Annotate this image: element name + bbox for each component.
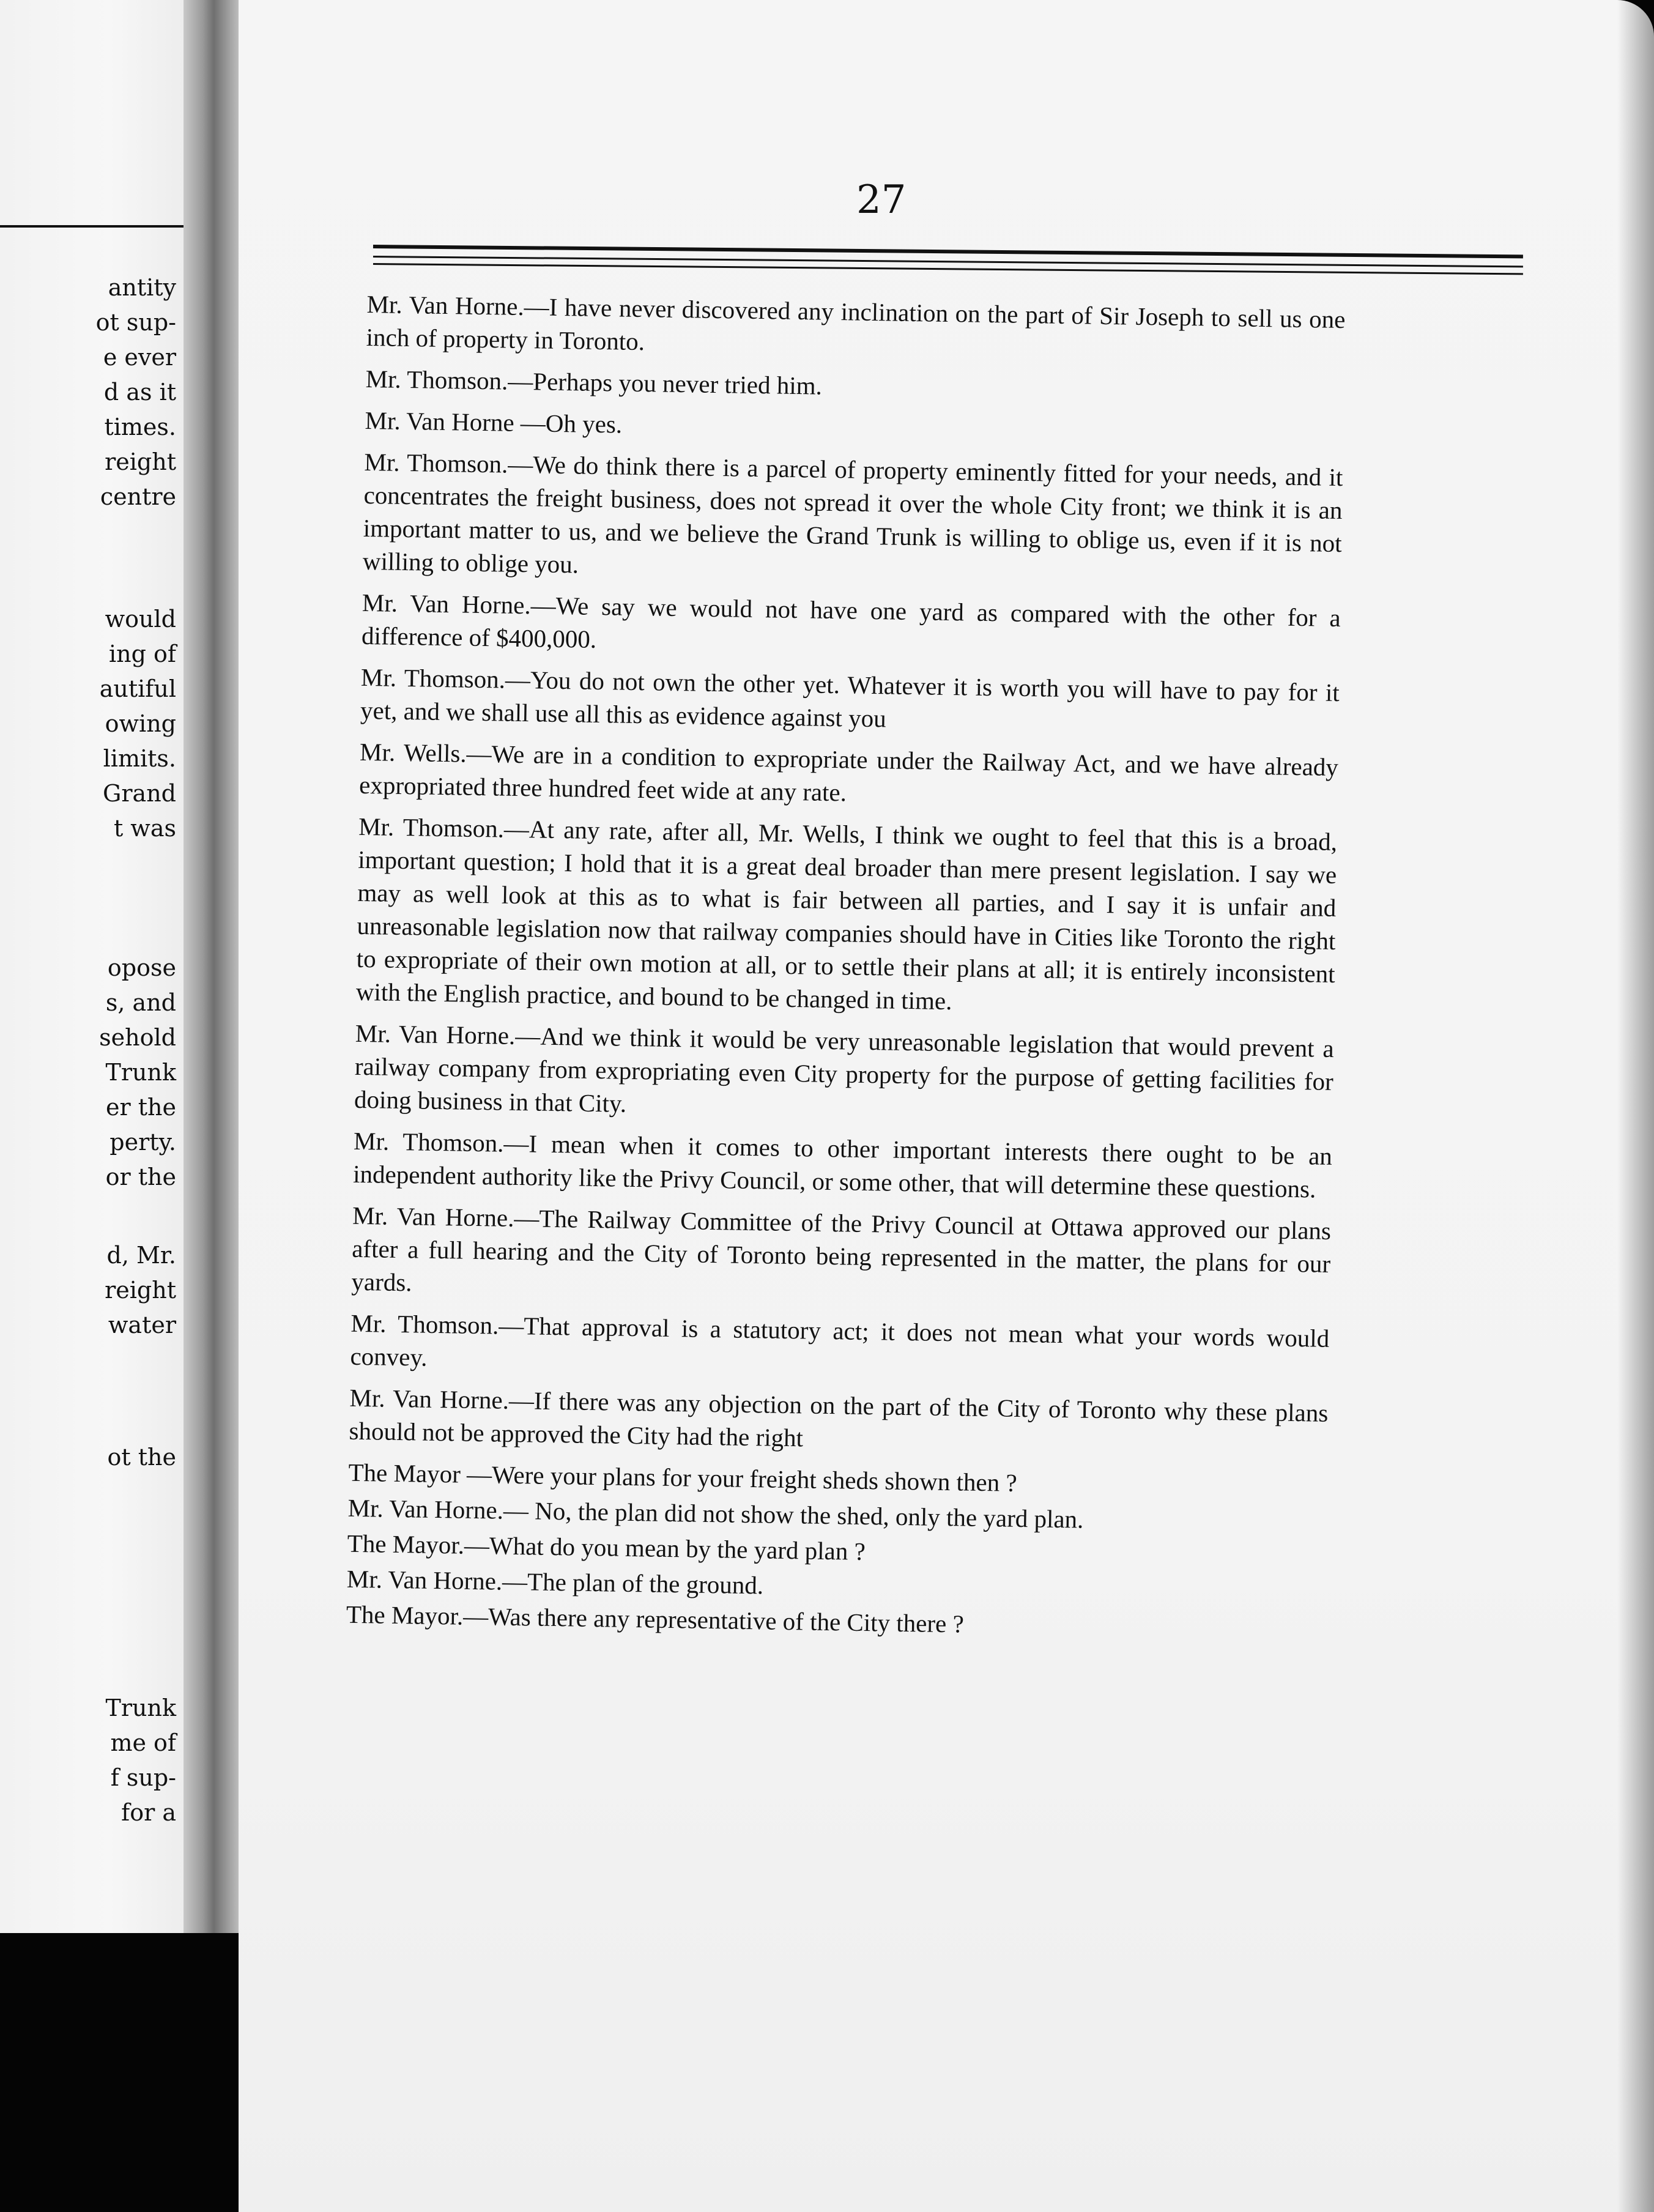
- page-edge-shadow: [1617, 0, 1654, 2212]
- left-page-line: reight: [105, 448, 176, 475]
- speech-text: — No, the plan did not show the shed, only the yard plan.: [503, 1496, 1084, 1534]
- speech-text: —You do not own the other yet. Whatever it is worth you will have to pay for it yet, and we shall use all this as evidence against you: [360, 665, 1340, 733]
- speech-text: —That approval is a statutory act; it does not mean what your words would convey.: [350, 1311, 1330, 1371]
- speaker-name: Mr. Van Horne.: [366, 289, 525, 321]
- left-page-line: er the: [106, 1094, 176, 1121]
- left-page-line: ot the: [107, 1444, 176, 1471]
- speech-text: —And we think it would be very unreasonable legislation that would prevent a railway company from expropriating even City property for the purpose of getting facilities for doing business in that City.: [354, 1021, 1335, 1118]
- left-page-line: owing: [105, 710, 176, 737]
- left-page-line: sehold: [99, 1024, 176, 1051]
- speaker-name: Mr. Van Horne.: [352, 1201, 514, 1232]
- dialogue-text: [346, 288, 1345, 1649]
- speaker-name: Mr. Wells.: [359, 737, 467, 768]
- speech-text: —I mean when it comes to other important interests there ought to be an independent authority like the Privy Council, or some other, that will determine these questions.: [352, 1129, 1333, 1203]
- header-rule-thick: [373, 245, 1523, 258]
- left-page-line: d, Mr.: [106, 1242, 176, 1269]
- left-page-line: me of: [110, 1729, 176, 1756]
- speaker-name: Mr. Thomson.: [365, 364, 508, 395]
- speaker-name: Mr. Van Horne.: [347, 1493, 504, 1524]
- speech-text: —Was there any representative of the City there ?: [462, 1601, 965, 1638]
- right-page: [239, 0, 1654, 2212]
- left-page-line: would: [105, 606, 176, 633]
- speech-text: —The Railway Committee of the Privy Council at Ottawa approved our plans after a full hearing and the City of Toronto being represented in the matter, the plans for our yards.: [351, 1203, 1332, 1297]
- left-page-line: autiful: [99, 675, 176, 702]
- left-page-line: reight: [105, 1277, 176, 1304]
- speaker-name: Mr. Van Horne.: [362, 588, 532, 620]
- left-page-line: Grand: [103, 780, 176, 807]
- speech-text: —Were your plans for your freight sheds shown then ?: [460, 1460, 1017, 1497]
- speaker-name: The Mayor.: [346, 1600, 464, 1630]
- speech-text: —We do think there is a parcel of property eminently fitted for your needs, and it concentrates the freight business, does not spread it over the whole City front; we think it is an important matter to us, and we believe the Grand Trunk is willing to oblige us, even if it is not willing to oblige you.: [362, 450, 1343, 579]
- speech-text: —The plan of the ground.: [502, 1567, 764, 1600]
- dialogue-paragraph: [365, 404, 1344, 452]
- speaker-name: Mr. Van Horne.: [355, 1019, 516, 1050]
- dialogue-paragraph: [351, 1199, 1331, 1313]
- left-page-line: opose: [107, 954, 176, 981]
- speech-text: —We are in a condition to expropriate under the Railway Act, and we have already expropriated three hundred feet wide at any rate.: [358, 739, 1339, 807]
- left-page-rule: [0, 225, 184, 228]
- speaker-name: Mr. Thomson.: [353, 1126, 504, 1157]
- left-page-line: antity: [108, 274, 176, 301]
- dialogue-paragraph: [360, 661, 1340, 742]
- page-number: 27: [856, 177, 907, 223]
- dialogue-paragraph: [353, 1124, 1332, 1206]
- left-page-line: Trunk: [105, 1059, 176, 1086]
- speech-text: —At any rate, after all, Mr. Wells, I think we ought to feel that this is a broad, important question; I hold that it is a great deal broader than mere present legislation. I say we may as well look at this as to what is fair between all parties, and I say it is unfair and unreasonable legislation now that railway companies should have in Cities like Toronto the right to expropriate of their own motion at all, or to settle their plans at all; it is entirely inconsistent with the English practice, and bound to be changed in time.: [355, 814, 1338, 1015]
- speaker-name: Mr. Van Horne: [365, 406, 515, 437]
- speech-text: —I have never discovered any inclination on the part of Sir Joseph to sell us one inch of property in Toronto.: [366, 292, 1346, 356]
- left-page-line: times.: [104, 414, 176, 440]
- speech-text: —If there was any objection on the part of the City of Toronto why these plans should not be approved the City had the right: [349, 1386, 1329, 1452]
- left-page-line: water: [108, 1312, 176, 1338]
- left-page-line: perty.: [109, 1129, 176, 1156]
- dialogue-paragraph: [355, 810, 1337, 1023]
- dialogue-paragraph: [359, 735, 1338, 817]
- left-page-line: f sup-: [110, 1764, 176, 1791]
- left-page: [0, 0, 184, 1933]
- speaker-name: The Mayor: [348, 1458, 461, 1488]
- left-page-line: or the: [105, 1164, 176, 1190]
- book-gutter: [184, 0, 239, 1933]
- dialogue-paragraph: [363, 445, 1343, 593]
- left-page-line: centre: [100, 483, 176, 510]
- dialogue-paragraph: [366, 288, 1345, 369]
- dialogue-paragraph: [349, 1381, 1328, 1463]
- left-page-line: for a: [121, 1799, 176, 1826]
- speaker-name: Mr. Thomson.: [350, 1308, 499, 1340]
- dialogue-paragraph: [350, 1307, 1329, 1388]
- dialogue-paragraph: [362, 586, 1341, 667]
- speaker-name: The Mayor.: [347, 1529, 465, 1559]
- dialogue-paragraph: [365, 362, 1344, 410]
- left-page-line: Trunk: [105, 1694, 176, 1721]
- speech-text: —What do you mean by the yard plan ?: [464, 1531, 866, 1566]
- speaker-name: Mr. Thomson.: [364, 447, 508, 478]
- left-page-line: ot sup-: [95, 309, 176, 336]
- speech-text: —We say we would not have one yard as compared with the other for a difference of $400,000.: [361, 591, 1341, 653]
- speech-text: —Oh yes.: [514, 408, 623, 439]
- left-page-line: ing of: [109, 640, 176, 667]
- left-page-line: s, and: [105, 989, 176, 1016]
- left-page-line: limits.: [103, 745, 176, 772]
- speaker-name: Mr. Van Horne.: [346, 1564, 503, 1595]
- speaker-name: Mr. Thomson.: [358, 812, 505, 843]
- speech-text: —Perhaps you never tried him.: [508, 366, 823, 400]
- speaker-name: Mr. Van Horne.: [349, 1383, 510, 1414]
- left-page-line: t was: [113, 815, 176, 842]
- speaker-name: Mr. Thomson.: [360, 662, 506, 694]
- dialogue-paragraph: [354, 1017, 1334, 1131]
- left-page-line: d as it: [103, 379, 176, 406]
- left-page-line: e ever: [103, 344, 176, 371]
